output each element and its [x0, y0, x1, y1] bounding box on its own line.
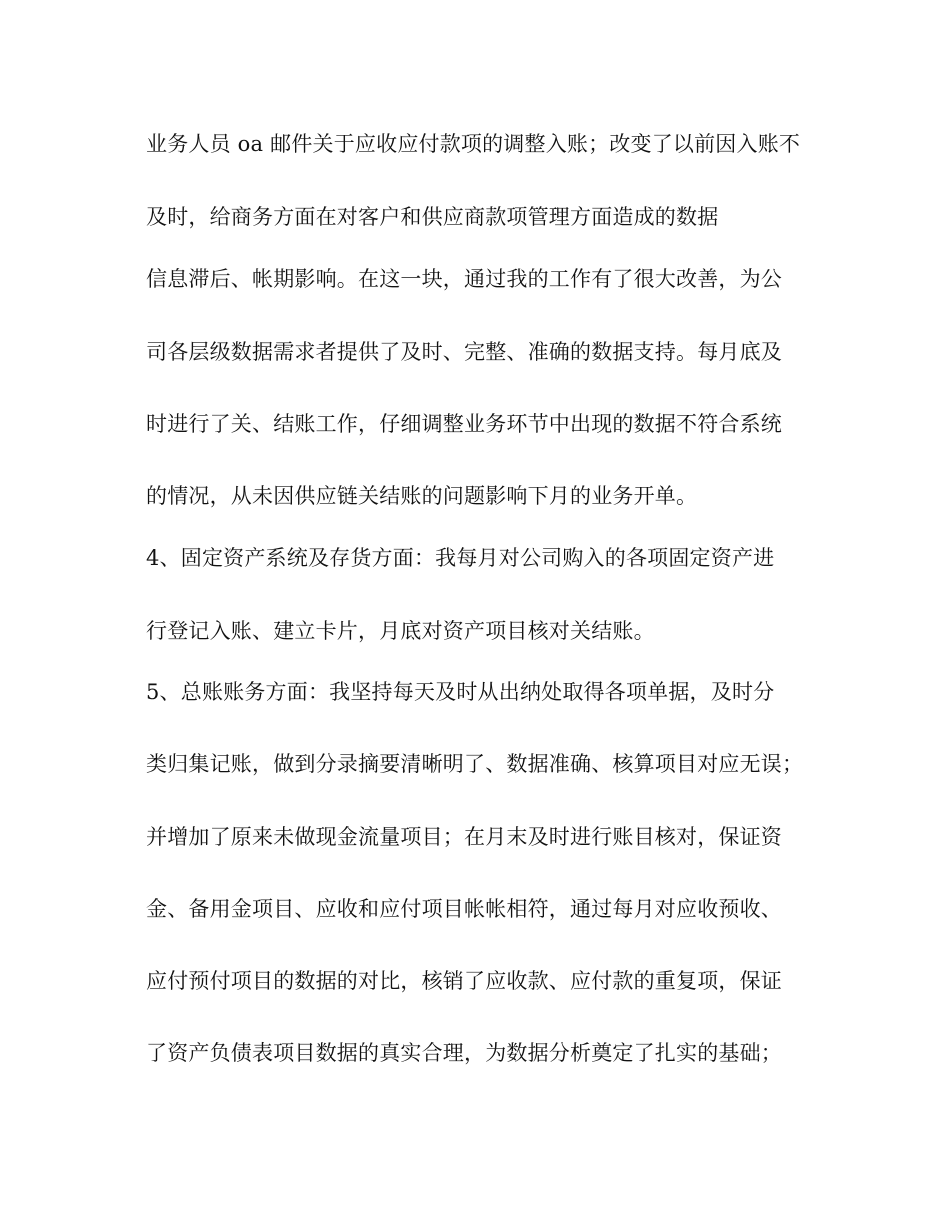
text-line: 的情况，从未因供应链关结账的问题影响下月的业务开单。: [146, 484, 698, 508]
text-line: 信息滞后、帐期影响。在这一块，通过我的工作有了很大改善，为公: [146, 267, 782, 291]
text-line: 业务人员 oa 邮件关于应收应付款项的调整入账；改变了以前因入账不: [146, 132, 801, 156]
text-line: 应付预付项目的数据的对比，核销了应收款、应付款的重复项，保证: [146, 969, 782, 993]
text-line: 类归集记账，做到分录摘要清晰明了、数据准确、核算项目对应无误；: [146, 752, 804, 776]
text-line: 并增加了原来未做现金流量项目；在月末及时进行账目核对，保证资: [146, 825, 782, 849]
text-line: 4、固定资产系统及存货方面：我每月对公司购入的各项固定资产进: [146, 546, 775, 570]
text-line: 司各层级数据需求者提供了及时、完整、准确的数据支持。每月底及: [146, 340, 782, 364]
text-line: 及时，给商务方面在对客户和供应商款项管理方面造成的数据: [146, 205, 719, 229]
text-line: 5、总账账务方面：我坚持每天及时从出纳处取得各项单据，及时分: [146, 680, 775, 704]
text-line: 了资产负债表项目数据的真实合理，为数据分析奠定了扎实的基础；: [146, 1041, 782, 1065]
text-line: 行登记入账、建立卡片，月底对资产项目核对关结账。: [146, 619, 655, 643]
text-line: 金、备用金项目、应收和应付项目帐帐相符，通过每月对应收预收、: [146, 897, 782, 921]
text-line: 时进行了关、结账工作，仔细调整业务环节中出现的数据不符合系统: [146, 412, 782, 436]
